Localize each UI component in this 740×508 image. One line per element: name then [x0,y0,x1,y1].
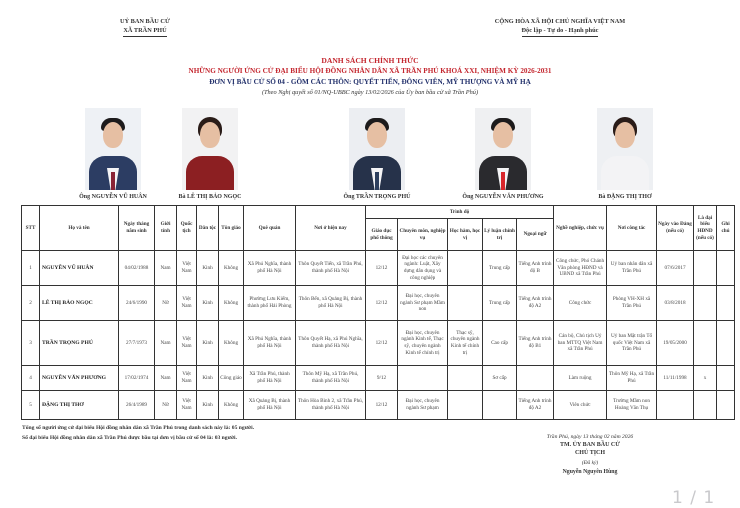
cell-religion: Không [219,391,244,420]
candidate-photo [475,108,531,190]
col-name: Họ và tên [40,206,119,251]
cell-degree [448,366,483,391]
table-row [22,321,735,366]
candidate-photo [597,108,653,190]
cell-religion: Không [219,286,244,321]
place-date: Trần Phú, ngày 13 tháng 02 năm 2026 [546,434,634,440]
cell-nationality: Việt Nam [177,366,197,391]
summary [22,423,254,443]
document-title: DANH SÁCH CHÍNH THỨC [321,56,419,65]
cell-party-date: 07/6/2017 [657,251,694,286]
cell-ethnicity: Kinh [197,286,219,321]
cell-religion: Không [219,321,244,366]
cell-nationality: Việt Nam [177,286,197,321]
candidate-photo [85,108,141,190]
cell-dob: 26/4/1989 [119,391,155,420]
signer-org: TM. ỦY BAN BẦU CỬ [559,442,621,448]
col-note: Ghi chú [717,206,735,251]
col-ethnicity: Dân tộc [197,206,219,251]
summary-seats: Số đại biểu Hội đồng nhân dân xã Trần Phú được bầu tại đơn vị bầu cử số 04 là: 03 người. [22,435,237,441]
cell-workplace: Phòng VH-XH xã Trần Phú [607,286,657,321]
national-title: CỘNG HÒA XÃ HỘI CHỦ NGHĨA VIỆT NAM [494,18,626,25]
document-subtitle: NHỮNG NGƯỜI ỨNG CỬ ĐẠI BIỂU HỘI ĐỒNG NHÂN DÂN XÃ TRẦN PHÚ KHOÁ XXI, NHIỆM KỲ 2026-2031 [188,67,552,75]
cell-political [483,391,517,420]
cell-nationality: Việt Nam [177,251,197,286]
cell-occupation: Công chức [554,286,607,321]
cell-political: Trung cấp [483,286,517,321]
cell-note [717,321,735,366]
cell-hometown: Xã Phú Nghĩa, thành phố Hà Nội [244,321,296,366]
cell-nationality: Việt Nam [177,321,197,366]
cell-political: Cao cấp [483,321,517,366]
cell-stt: 4 [22,366,40,391]
cell-general-edu: 12/12 [366,286,398,321]
signature-block [520,433,660,476]
cell-stt: 3 [22,321,40,366]
cell-gender: Nam [155,366,177,391]
cell-note [717,391,735,420]
cell-note [717,286,735,321]
document-titles [0,55,740,98]
cell-ethnicity: Kinh [197,251,219,286]
candidate-photo-caption: Bà LÊ THỊ BẢO NGỌC [178,194,242,200]
col-language: Ngoại ngữ [517,219,554,251]
table-row [22,366,735,391]
cell-gender: Nam [155,321,177,366]
cell-name: NGUYỄN VŨ HUÂN [40,251,119,286]
col-gender: Giới tính [155,206,177,251]
cell-residence: Thôn Mỹ Hạ, xã Trần Phú, thành phố Hà Nội [296,366,366,391]
cell-language: Tiếng Anh trình độ A2 [517,286,554,321]
cell-gender: Nữ [155,286,177,321]
cell-dob: 24/6/1990 [119,286,155,321]
candidate-photo [349,108,405,190]
candidate-photo [182,108,238,190]
candidate-photo-caption: Ông NGUYỄN VĂN PHƯƠNG [462,194,544,200]
signer-name: Nguyễn Nguyên Hùng [562,469,618,475]
cell-note [717,366,735,391]
page-indicator: 1 / 1 [672,488,716,508]
cell-dob: 17/02/1974 [119,366,155,391]
cell-religion: Không [219,251,244,286]
cell-specialty: Đại học, chuyên ngành Sư phạm Mầm non [398,286,448,321]
col-residence: Nơi ở hiện nay [296,206,366,251]
col-nationality: Quốc tịch [177,206,197,251]
cell-gender: Nữ [155,391,177,420]
col-education-group: Trình độ [366,206,554,219]
cell-degree [448,391,483,420]
cell-gender: Nam [155,251,177,286]
cell-dob: 27/7/1973 [119,321,155,366]
national-motto: Độc lập - Tự do - Hạnh phúc [522,26,599,37]
candidate-photo-caption: Ông TRẦN TRỌNG PHÚ [343,194,411,200]
col-political: Lý luận chính trị [483,219,517,251]
col-degree: Học hàm, học vị [448,219,483,251]
cell-political: Sơ cấp [483,366,517,391]
cell-specialty: Đại học, chuyên ngành Kinh tế, Thạc sỹ, chuyên ngành Kinh tế chính trị [398,321,448,366]
cell-specialty: Đại học các chuyên ngành: Luật, Xây dựng dân dụng và công nghiệp [398,251,448,286]
col-general-edu: Giáo dục phổ thông [366,219,398,251]
cell-residence: Thôn Hòa Bình 2, xã Trần Phú, thành phố Hà Nội [296,391,366,420]
cell-name: TRẦN TRỌNG PHÚ [40,321,119,366]
col-stt: STT [22,206,40,251]
cell-dob: 04/02/1988 [119,251,155,286]
candidate-table [21,205,735,420]
cell-stt: 1 [22,251,40,286]
cell-political: Trung cấp [483,251,517,286]
cell-general-edu: 12/12 [366,251,398,286]
cell-general-edu: 12/12 [366,321,398,366]
col-is-delegate: Là đại biểu HĐND (nếu có) [694,206,717,251]
cell-ethnicity: Kinh [197,321,219,366]
cell-language [517,366,554,391]
cell-ethnicity: Kinh [197,366,219,391]
cell-workplace: Uỷ ban nhân dân xã Trần Phú [607,251,657,286]
cell-is-delegate [694,286,717,321]
col-workplace: Nơi công tác [607,206,657,251]
legal-basis: (Theo Nghị quyết số 01/NQ-UBBC ngày 13/02/2026 của Ủy ban bầu cử xã Trần Phú) [261,89,479,96]
cell-degree: Thạc sỹ, chuyên ngành Kinh tế chính trị [448,321,483,366]
cell-party-date: 19/05/2000 [657,321,694,366]
cell-is-delegate: x [694,366,717,391]
cell-religion: Công giáo [219,366,244,391]
cell-language: Tiếng Anh trình độ B1 [517,321,554,366]
cell-hometown: Xã Trần Phú, thành phố Hà Nội [244,366,296,391]
cell-is-delegate [694,321,717,366]
cell-general-edu: 9/12 [366,366,398,391]
cell-hometown: Xã Quảng Bị, thành phố Hà Nội [244,391,296,420]
table-row [22,286,735,321]
cell-workplace: Thôn Mỹ Hạ, xã Trần Phú [607,366,657,391]
cell-residence: Thôn Quyết Tiến, xã Trần Phú, thành phố Hà Nội [296,251,366,286]
cell-stt: 2 [22,286,40,321]
cell-name: ĐẶNG THỊ THƠ [40,391,119,420]
cell-occupation: Viên chức [554,391,607,420]
cell-party-date: 03/8/2018 [657,286,694,321]
cell-hometown: Phường Lưu Kiếm, thành phố Hải Phòng [244,286,296,321]
cell-degree [448,286,483,321]
cell-specialty: Đại học, chuyên ngành Sư phạm [398,391,448,420]
cell-specialty [398,366,448,391]
cell-hometown: Xã Phú Nghĩa, thành phố Hà Nội [244,251,296,286]
cell-name: LÊ THỊ BẢO NGỌC [40,286,119,321]
cell-occupation: Làm ruộng [554,366,607,391]
col-hometown: Quê quán [244,206,296,251]
cell-stt: 5 [22,391,40,420]
cell-workplace: Uỷ ban Mặt trận Tổ quốc Việt Nam xã Trần Phú [607,321,657,366]
cell-workplace: Trường Mầm non Hoàng Văn Thụ [607,391,657,420]
cell-party-date [657,391,694,420]
col-specialty: Chuyên môn, nghiệp vụ [398,219,448,251]
issuer-line2: XÃ TRẦN PHÚ [123,26,166,37]
candidate-photo-caption: Bà ĐẶNG THỊ THƠ [598,194,652,200]
cell-residence: Thôn Quyết Hạ, xã Phú Nghĩa, thành phố Hà Nội [296,321,366,366]
cell-residence: Thôn Bến, xã Quảng Bị, thành phố Hà Nội [296,286,366,321]
col-occupation: Nghề nghiệp, chức vụ [554,206,607,251]
summary-total: Tổng số người ứng cử đại biểu Hội đồng nhân dân xã Trần Phú trong danh sách này là: 05 người. [22,425,255,431]
col-religion: Tôn giáo [219,206,244,251]
electoral-unit: ĐƠN VỊ BẦU CỬ SỐ 04 - GỒM CÁC THÔN: QUYẾT TIẾN, ĐÔNG VIÊN, MỸ THƯỢNG VÀ MỸ HẠ [209,78,531,86]
cell-occupation: Công chức, Phó Chánh Văn phòng HĐND và UBND xã Trần Phú [554,251,607,286]
issuer-line1: UỶ BAN BẦU CỬ [120,18,170,25]
cell-party-date: 11/11/1998 [657,366,694,391]
col-party-date: Ngày vào Đảng (nếu có) [657,206,694,251]
issuer-header [90,17,200,37]
cell-is-delegate [694,251,717,286]
signer-title: CHỦ TỊCH [574,450,606,456]
cell-general-edu: 12/12 [366,391,398,420]
cell-ethnicity: Kinh [197,391,219,420]
cell-occupation: Cán bộ, Chủ tịch Uỷ ban MTTQ Việt Nam xã Trần Phú [554,321,607,366]
col-dob: Ngày tháng năm sinh [119,206,155,251]
cell-nationality: Việt Nam [177,391,197,420]
table-row [22,391,735,420]
cell-name: NGUYỄN VĂN PHƯƠNG [40,366,119,391]
cell-language: Tiếng Anh trình độ B [517,251,554,286]
candidate-photo-caption: Ông NGUYỄN VŨ HUÂN [79,194,147,200]
cell-note [717,251,735,286]
cell-language: Tiếng Anh trình độ A2 [517,391,554,420]
table-row [22,251,735,286]
cell-degree [448,251,483,286]
national-header [450,17,670,37]
cell-is-delegate [694,391,717,420]
signed-note: (Đã ký) [581,460,599,466]
